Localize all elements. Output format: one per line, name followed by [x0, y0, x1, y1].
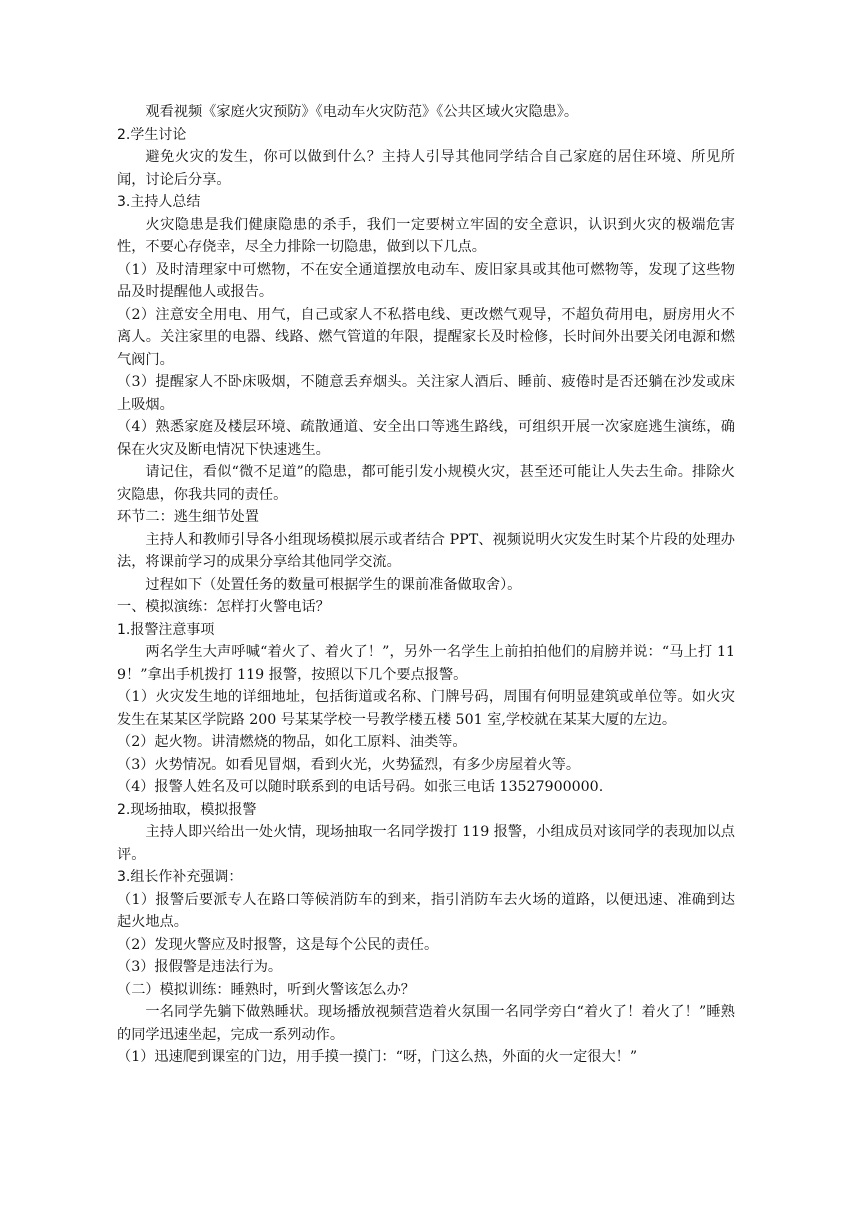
paragraph: 主持人即兴给出一处火情，现场抽取一名同学拨打 119 报警，小组成员对该同学的表现加以点评。 [117, 824, 735, 863]
section-heading: 3.主持人总结 [117, 194, 201, 210]
list-item: （4）报警人姓名及可以随时联系到的电话号码。如张三电话 13527900000. [117, 779, 604, 795]
section-heading: 一、模拟演练：怎样打火警电话？ [117, 599, 330, 615]
section-heading: 2.现场抽取，模拟报警 [117, 801, 257, 818]
section-heading: （二）模拟训练：睡熟时，听到火警该怎么办？ [117, 981, 415, 998]
section-heading: 环节二：逃生细节处置 [117, 509, 259, 525]
section-heading: 3.组长作补充强调： [117, 869, 243, 885]
paragraph: 火灾隐患是我们健康隐患的杀手，我们一定要树立牢固的安全意识，认识到火灾的极端危害性，不要心存侥幸，尽全力排除一切隐患，做到以下几点。 [117, 216, 735, 255]
list-item: （2）起火物。讲清燃烧的物品，如化工原料、油类等。 [117, 734, 467, 750]
paragraph: 请记住，看似“微不足道”的隐患，都可能引发小规模火灾，甚至还可能让人失去生命。排除火灾隐患，你我共同的责任。 [117, 464, 735, 503]
section-heading: 1.报警注意事项 [117, 621, 215, 638]
paragraph: 两名学生大声呼喊“着火了、着火了！”，另外一名学生上前拍拍他们的肩膀并说：“马上打 119！”拿出手机拨打 119 报警，按照以下几个要点报警。 [117, 644, 735, 683]
paragraph: 主持人和教师引导各小组现场模拟展示或者结合 PPT、视频说明火灾发生时某个片段的处理办法，将课前学习的成果分享给其他同学交流。 [117, 531, 735, 570]
list-item: （3）提醒家人不卧床吸烟，不随意丢弃烟头。关注家人酒后、睡前、疲倦时是否还躺在沙发或床上吸烟。 [117, 374, 735, 413]
section-heading: 2.学生讨论 [117, 126, 187, 143]
list-item: （1）迅速爬到课室的门边，用手摸一摸门：“呀，门这么热，外面的火一定很大！” [117, 1049, 638, 1065]
document-page [117, 101, 735, 1069]
list-item: （3）火势情况。如看见冒烟，看到火光，火势猛烈，有多少房屋着火等。 [117, 756, 581, 773]
list-item: （3）报假警是违法行为。 [117, 959, 283, 975]
list-item: （1）报警后要派专人在路口等候消防车的到来，指引消防车去火场的道路，以便迅速、准确到达起火地点。 [117, 891, 735, 930]
paragraph: 避免火灾的发生，你可以做到什么？主持人引导其他同学结合自己家庭的居住环境、所见所闻，讨论后分享。 [117, 149, 735, 188]
list-item: （1）火灾发生地的详细地址，包括街道或名称、门牌号码，周围有何明显建筑或单位等。如火灾发生在某某区学院路 200 号某某学校一号教学楼五楼 501 室,学校就在某某大厦的左边。 [117, 689, 735, 728]
paragraph: 观看视频《家庭火灾预防》《电动车火灾防范》《公共区域火灾隐患》。 [145, 104, 579, 120]
paragraph: 过程如下（处置任务的数量可根据学生的课前准备做取舍）。 [145, 576, 522, 593]
list-item: （2）发现火警应及时报警，这是每个公民的责任。 [117, 936, 439, 953]
paragraph: 一名同学先躺下做熟睡状。现场播放视频营造着火氛围一名同学旁白“着火了！着火了！”睡熟的同学迅速坐起，完成一系列动作。 [117, 1004, 735, 1043]
list-item: （1）及时清理家中可燃物，不在安全通道摆放电动车、废旧家具或其他可燃物等，发现了这些物品及时提醒他人或报告。 [117, 261, 735, 300]
list-item: （4）熟悉家庭及楼层环境、疏散通道、安全出口等逃生路线，可组织开展一次家庭逃生演练，确保在火灾及断电情况下快速逃生。 [117, 419, 735, 458]
list-item: （2）注意安全用电、用气，自己或家人不私搭电线、更改燃气观导，不超负荷用电，厨房用火不离人。关注家里的电器、线路、燃气管道的年限，提醒家长及时检修，长时间外出要关闭电源和燃气阀门。 [117, 306, 735, 368]
